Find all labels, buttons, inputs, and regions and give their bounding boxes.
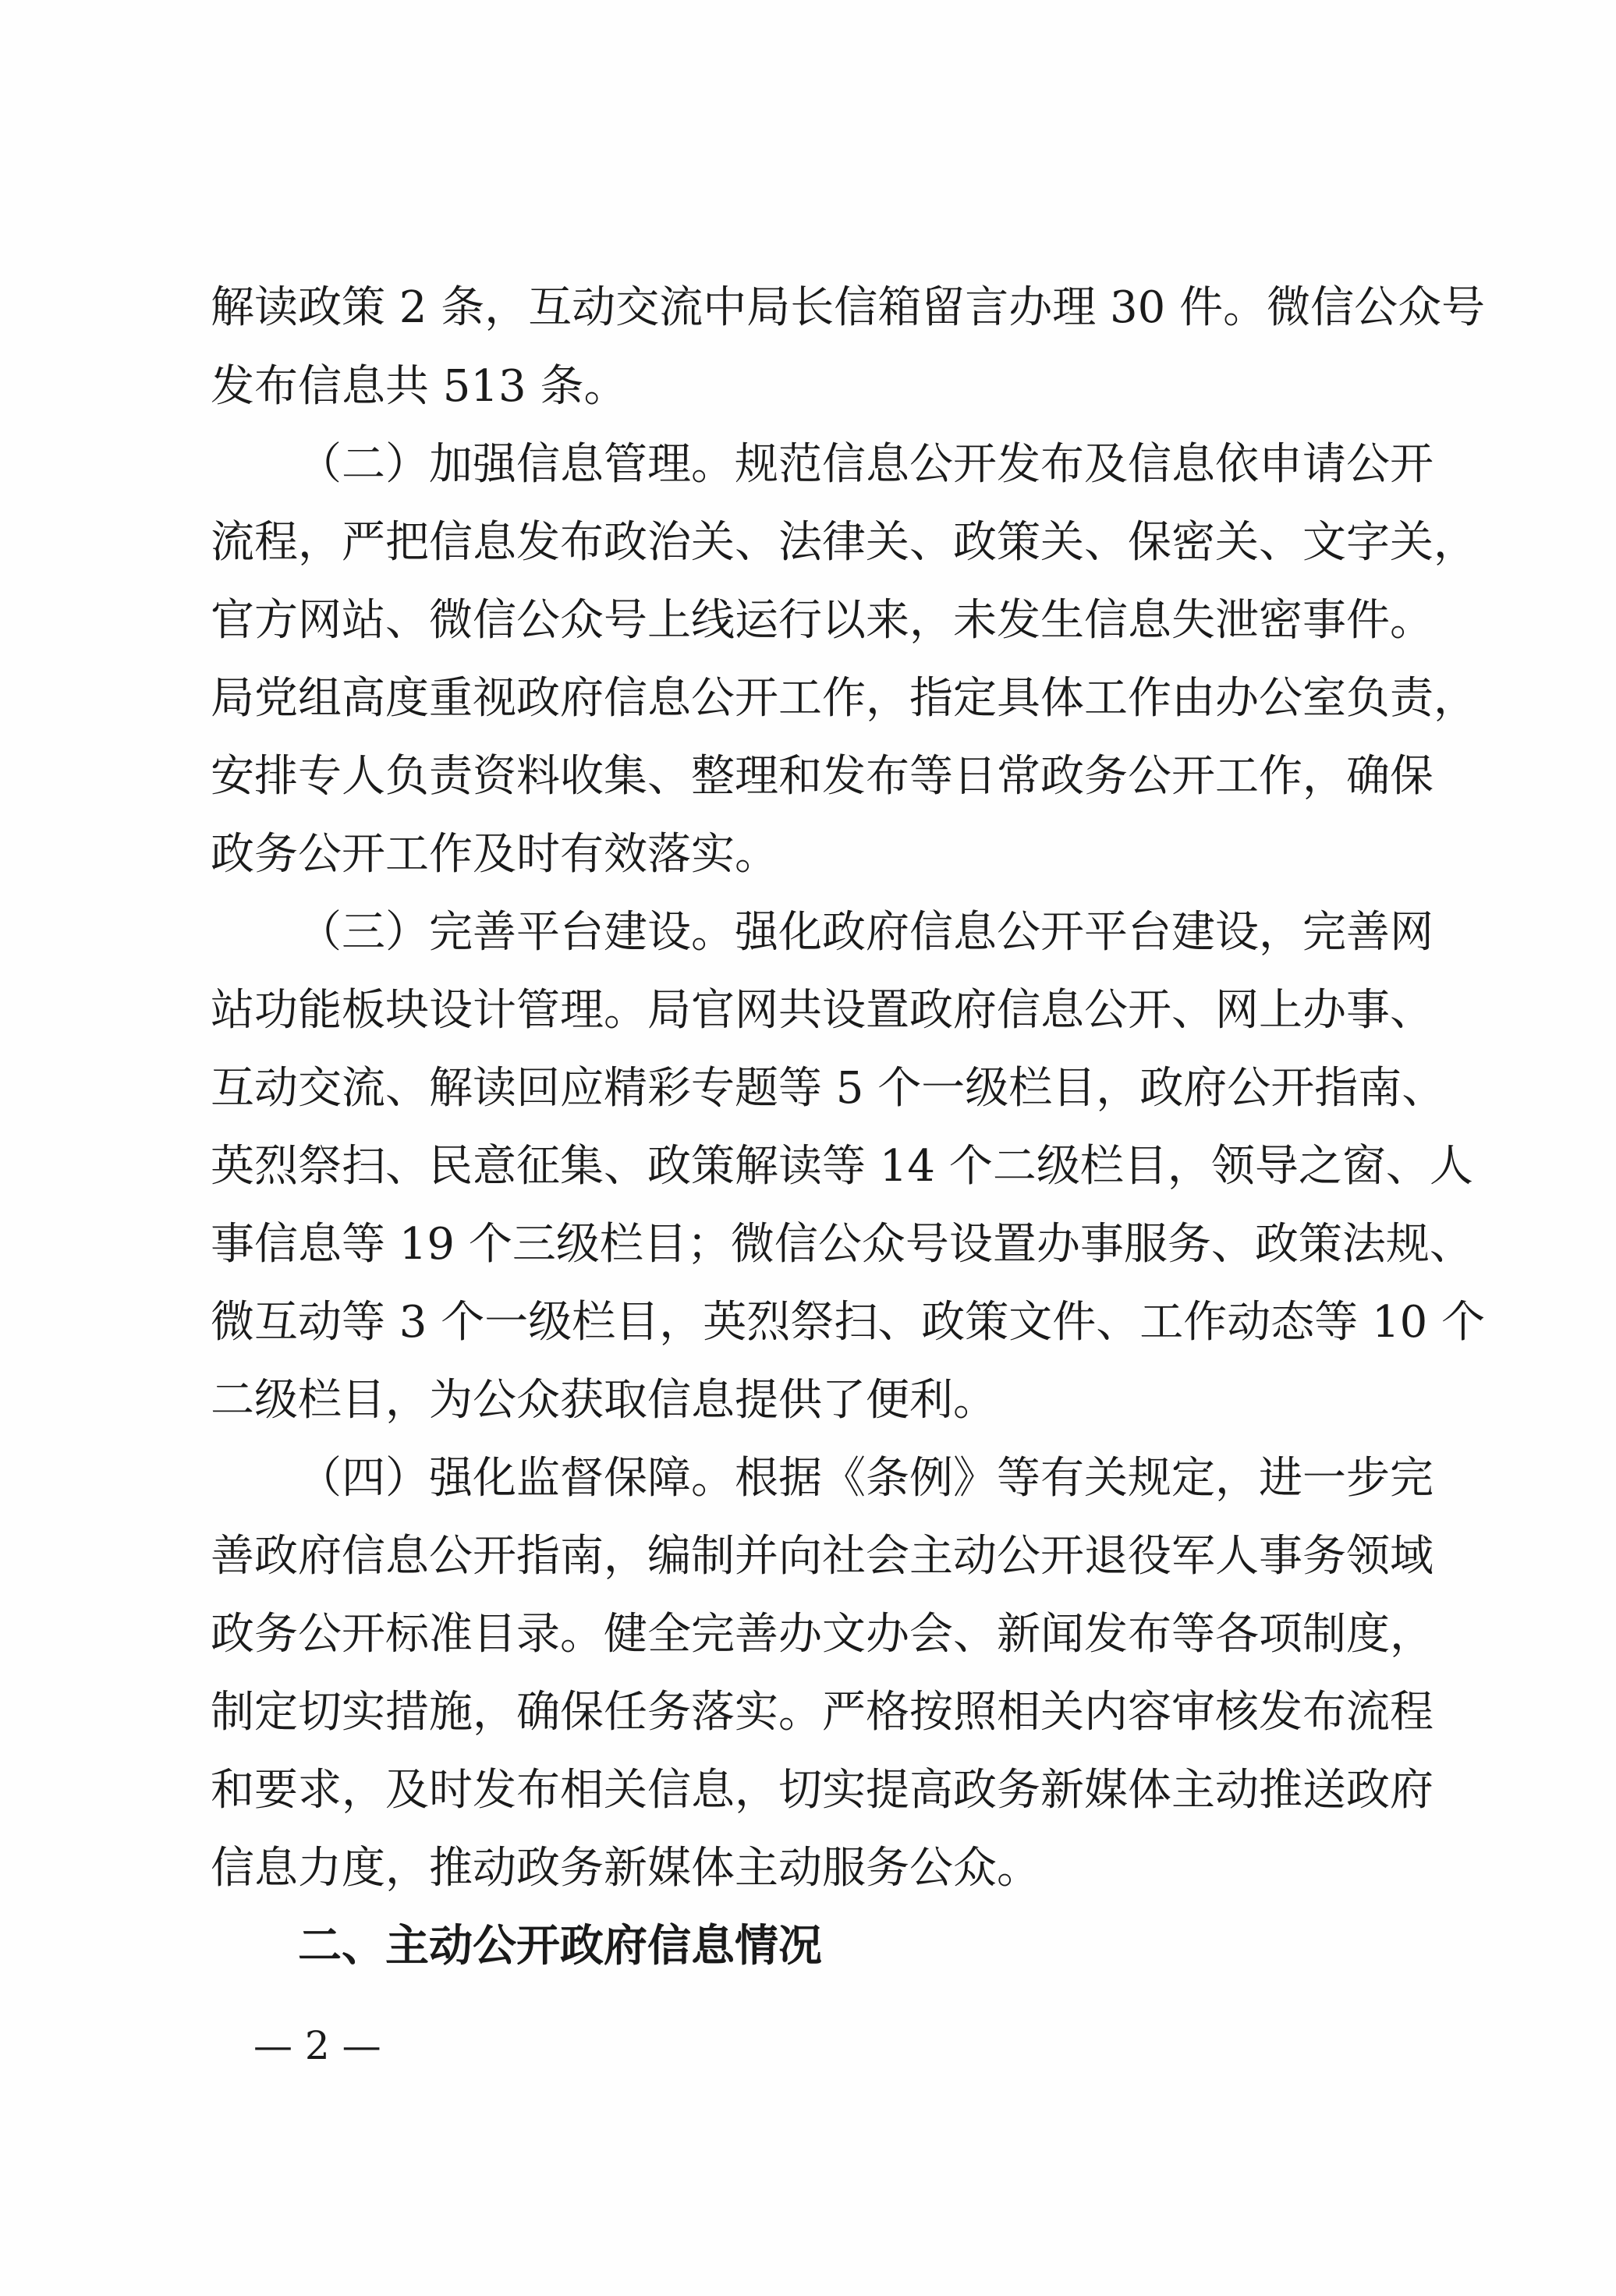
paragraph-2-line-4: 局党组高度重视政府信息公开工作，指定具体工作由办公室负责， [211,673,1477,724]
paragraph-4-line-3: 政务公开标准目录。健全完善办文办会、新闻发布等各项制度， [211,1609,1433,1660]
paragraph-4-line-4: 制定切实措施，确保任务落实。严格按照相关内容审核发布流程 [211,1687,1433,1738]
paragraph-2-line-5: 安排专人负责资料收集、整理和发布等日常政务公开工作，确保 [211,751,1433,802]
body-line-2: 发布信息共 513 条。 [211,361,628,412]
paragraph-2-line-1: （二）加强信息管理。规范信息公开发布及信息依申请公开 [298,439,1433,490]
paragraph-2-line-3: 官方网站、微信公众号上线运行以来，未发生信息失泄密事件。 [211,595,1433,646]
paragraph-4-line-5: 和要求，及时发布相关信息，切实提高政务新媒体主动推送政府 [211,1765,1433,1816]
paragraph-3-line-1: （三）完善平台建设。强化政府信息公开平台建设，完善网 [298,907,1433,958]
paragraph-3-line-4: 英烈祭扫、民意征集、政策解读等 14 个二级栏目，领导之窗、人 [211,1141,1473,1192]
paragraph-3-line-5: 事信息等 19 个三级栏目；微信公众号设置办事服务、政策法规、 [211,1219,1473,1270]
paragraph-3-line-7: 二级栏目，为公众获取信息提供了便利。 [211,1375,997,1426]
paragraph-4-line-1: （四）强化监督保障。根据《条例》等有关规定，进一步完 [298,1453,1433,1504]
section-heading: 二、主动公开政府信息情况 [298,1921,822,1972]
paragraph-3-line-6: 微互动等 3 个一级栏目，英烈祭扫、政策文件、工作动态等 10 个 [211,1297,1486,1348]
paragraph-4-line-6: 信息力度，推动政务新媒体主动服务公众。 [211,1843,1040,1894]
page-number: — 2 — [253,2023,381,2068]
paragraph-2-line-6: 政务公开工作及时有效落实。 [211,829,778,880]
paragraph-3-line-3: 互动交流、解读回应精彩专题等 5 个一级栏目，政府公开指南、 [211,1063,1446,1114]
body-line-1: 解读政策 2 条，互动交流中局长信箱留言办理 30 件。微信公众号 [211,282,1486,333]
paragraph-4-line-2: 善政府信息公开指南，编制并向社会主动公开退役军人事务领域 [211,1531,1433,1582]
paragraph-3-line-2: 站功能板块设计管理。局官网共设置政府信息公开、网上办事、 [211,985,1433,1036]
paragraph-2-line-2: 流程，严把信息发布政治关、法律关、政策关、保密关、文字关， [211,517,1477,568]
